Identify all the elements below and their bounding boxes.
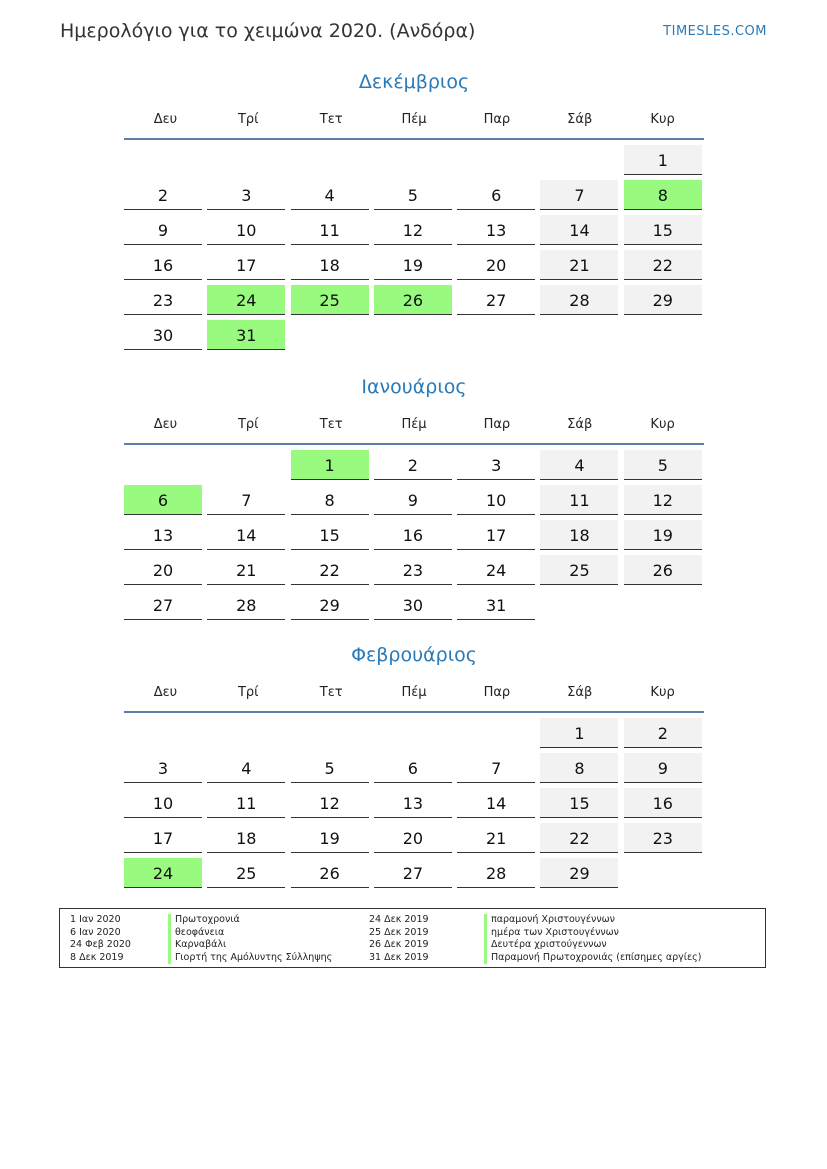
day-cell: 13 [457, 215, 535, 245]
day-cell-holiday: 31 [207, 320, 285, 350]
weekday-label: Δευ [153, 416, 178, 432]
day-cell: 16 [124, 250, 202, 280]
legend-holiday-name: παραμονή Χριστουγέννων [484, 914, 701, 927]
day-cell: 9 [624, 753, 702, 783]
day-cell: 29 [624, 285, 702, 315]
legend-holiday-name: Δευτέρα χριστούγεννων [484, 939, 701, 952]
weekday-label: Τετ [319, 416, 343, 432]
day-cell: 13 [124, 520, 202, 550]
day-cell: 12 [374, 215, 452, 245]
month-title: Δεκέμβριος [358, 71, 470, 93]
legend-holiday-name: Γιορτή της Αμόλυντης Σύλληψης [168, 952, 332, 965]
legend-names-left [168, 914, 332, 964]
weekday-header [124, 100, 704, 140]
day-cell: 31 [457, 590, 535, 620]
day-cell: 3 [207, 180, 285, 210]
legend-date: 6 Ιαν 2020 [70, 926, 121, 938]
weekday-header [124, 673, 704, 713]
day-cell: 4 [540, 450, 618, 480]
month-calendar [124, 641, 704, 888]
day-cell: 14 [457, 788, 535, 818]
weekday-label: Παρ [483, 416, 511, 432]
day-cell-holiday: 1 [291, 450, 369, 480]
day-cell: 22 [540, 823, 618, 853]
day-cell: 10 [207, 215, 285, 245]
weekday-label: Πέμ [401, 684, 427, 700]
day-cell: 17 [457, 520, 535, 550]
day-cell-holiday: 25 [291, 285, 369, 315]
weekday-label: Παρ [483, 111, 511, 127]
day-grid [124, 145, 704, 350]
day-cell-holiday: 24 [207, 285, 285, 315]
month-title: Φεβρουάριος [351, 644, 477, 666]
weekday-label: Τετ [319, 111, 343, 127]
legend-date: 31 Δεκ 2019 [369, 951, 429, 963]
day-cell: 22 [291, 555, 369, 585]
day-cell: 27 [124, 590, 202, 620]
day-cell: 21 [540, 250, 618, 280]
day-cell: 9 [374, 485, 452, 515]
day-cell: 18 [291, 250, 369, 280]
day-cell: 5 [291, 753, 369, 783]
legend-date: 25 Δεκ 2019 [369, 926, 429, 938]
month-title: Ιανουάριος [361, 376, 467, 398]
empty-cell [291, 145, 369, 175]
day-cell: 29 [540, 858, 618, 888]
legend-holiday-name: Καρναβάλι [168, 939, 332, 952]
weekday-label: Κυρ [650, 416, 675, 432]
empty-cell [457, 145, 535, 175]
day-cell: 21 [207, 555, 285, 585]
day-cell-holiday: 24 [124, 858, 202, 888]
day-cell: 17 [124, 823, 202, 853]
day-cell: 25 [207, 858, 285, 888]
day-cell: 2 [624, 718, 702, 748]
day-cell: 21 [457, 823, 535, 853]
day-cell: 26 [624, 555, 702, 585]
day-cell: 3 [124, 753, 202, 783]
day-cell: 5 [624, 450, 702, 480]
empty-cell [207, 145, 285, 175]
day-cell: 28 [540, 285, 618, 315]
day-cell: 26 [291, 858, 369, 888]
legend-date: 8 Δεκ 2019 [70, 951, 124, 963]
legend-holiday-name: ημέρα των Χριστουγέννων [484, 927, 701, 940]
day-cell: 8 [291, 485, 369, 515]
day-cell: 19 [624, 520, 702, 550]
day-cell: 13 [374, 788, 452, 818]
weekday-label: Σάβ [567, 416, 593, 432]
weekday-label: Δευ [153, 111, 178, 127]
weekday-label: Τετ [319, 684, 343, 700]
day-cell: 2 [124, 180, 202, 210]
day-cell: 2 [374, 450, 452, 480]
legend-date: 24 Δεκ 2019 [369, 914, 429, 925]
day-cell: 12 [624, 485, 702, 515]
legend-names-right [484, 914, 701, 964]
empty-cell [124, 718, 202, 748]
day-cell: 30 [124, 320, 202, 350]
holiday-legend [59, 908, 766, 968]
day-cell: 16 [624, 788, 702, 818]
day-cell: 6 [457, 180, 535, 210]
legend-date: 26 Δεκ 2019 [369, 939, 429, 951]
weekday-label: Σάβ [567, 111, 593, 127]
day-cell: 4 [207, 753, 285, 783]
day-cell: 20 [124, 555, 202, 585]
day-cell: 7 [207, 485, 285, 515]
weekday-label: Σάβ [567, 684, 593, 700]
day-cell: 15 [624, 215, 702, 245]
brand-logo[interactable]: TIMESLES.COM [663, 24, 767, 39]
day-cell: 28 [207, 590, 285, 620]
day-cell: 28 [457, 858, 535, 888]
day-cell: 22 [624, 250, 702, 280]
day-cell: 20 [374, 823, 452, 853]
legend-dates-left [70, 914, 131, 964]
day-cell: 17 [207, 250, 285, 280]
day-cell: 15 [291, 520, 369, 550]
day-cell: 9 [124, 215, 202, 245]
day-cell: 7 [540, 180, 618, 210]
weekday-label: Τρί [237, 111, 259, 127]
day-cell: 29 [291, 590, 369, 620]
weekday-label: Τρί [237, 684, 259, 700]
day-cell: 11 [291, 215, 369, 245]
day-cell: 1 [624, 145, 702, 175]
day-cell: 23 [374, 555, 452, 585]
weekday-label: Πέμ [401, 111, 427, 127]
day-cell: 12 [291, 788, 369, 818]
legend-holiday-name: Πρωτοχρονιά [168, 914, 332, 927]
weekday-label: Πέμ [401, 416, 427, 432]
weekday-label: Δευ [153, 684, 178, 700]
day-cell: 5 [374, 180, 452, 210]
legend-dates-right [369, 914, 429, 964]
month-calendar [124, 68, 704, 350]
legend-holiday-name: θεοφάνεια [168, 927, 332, 940]
day-cell: 18 [540, 520, 618, 550]
day-cell: 10 [457, 485, 535, 515]
empty-cell [540, 145, 618, 175]
day-cell: 23 [124, 285, 202, 315]
day-cell-holiday: 8 [624, 180, 702, 210]
day-grid [124, 450, 704, 620]
empty-cell [124, 450, 202, 480]
day-cell-holiday: 6 [124, 485, 202, 515]
day-cell: 19 [374, 250, 452, 280]
empty-cell [374, 145, 452, 175]
weekday-label: Κυρ [650, 684, 675, 700]
day-cell: 24 [457, 555, 535, 585]
day-cell: 16 [374, 520, 452, 550]
weekday-label: Παρ [483, 684, 511, 700]
day-cell: 11 [207, 788, 285, 818]
day-cell: 23 [624, 823, 702, 853]
day-cell: 15 [540, 788, 618, 818]
day-cell: 18 [207, 823, 285, 853]
day-cell: 6 [374, 753, 452, 783]
day-cell: 20 [457, 250, 535, 280]
legend-holiday-name: Παραμονή Πρωτοχρονιάς (επίσημες αργίες) [484, 952, 701, 965]
empty-cell [291, 718, 369, 748]
day-cell: 1 [540, 718, 618, 748]
day-cell: 3 [457, 450, 535, 480]
month-calendar [124, 373, 704, 620]
weekday-header [124, 405, 704, 445]
empty-cell [374, 718, 452, 748]
legend-date: 24 Φεβ 2020 [70, 939, 131, 951]
day-cell: 10 [124, 788, 202, 818]
empty-cell [124, 145, 202, 175]
day-cell: 14 [540, 215, 618, 245]
day-cell: 27 [457, 285, 535, 315]
day-cell: 7 [457, 753, 535, 783]
day-cell: 14 [207, 520, 285, 550]
empty-cell [457, 718, 535, 748]
empty-cell [207, 450, 285, 480]
day-cell: 8 [540, 753, 618, 783]
day-cell: 11 [540, 485, 618, 515]
day-cell: 30 [374, 590, 452, 620]
day-cell: 4 [291, 180, 369, 210]
weekday-label: Τρί [237, 416, 259, 432]
legend-date: 1 Ιαν 2020 [70, 914, 121, 925]
day-cell: 25 [540, 555, 618, 585]
weekday-label: Κυρ [650, 111, 675, 127]
empty-cell [207, 718, 285, 748]
day-grid [124, 718, 704, 888]
page-title: Ημερολόγιο για το χειμώνα 2020. (Ανδόρα) [60, 20, 476, 42]
day-cell-holiday: 26 [374, 285, 452, 315]
day-cell: 19 [291, 823, 369, 853]
day-cell: 27 [374, 858, 452, 888]
